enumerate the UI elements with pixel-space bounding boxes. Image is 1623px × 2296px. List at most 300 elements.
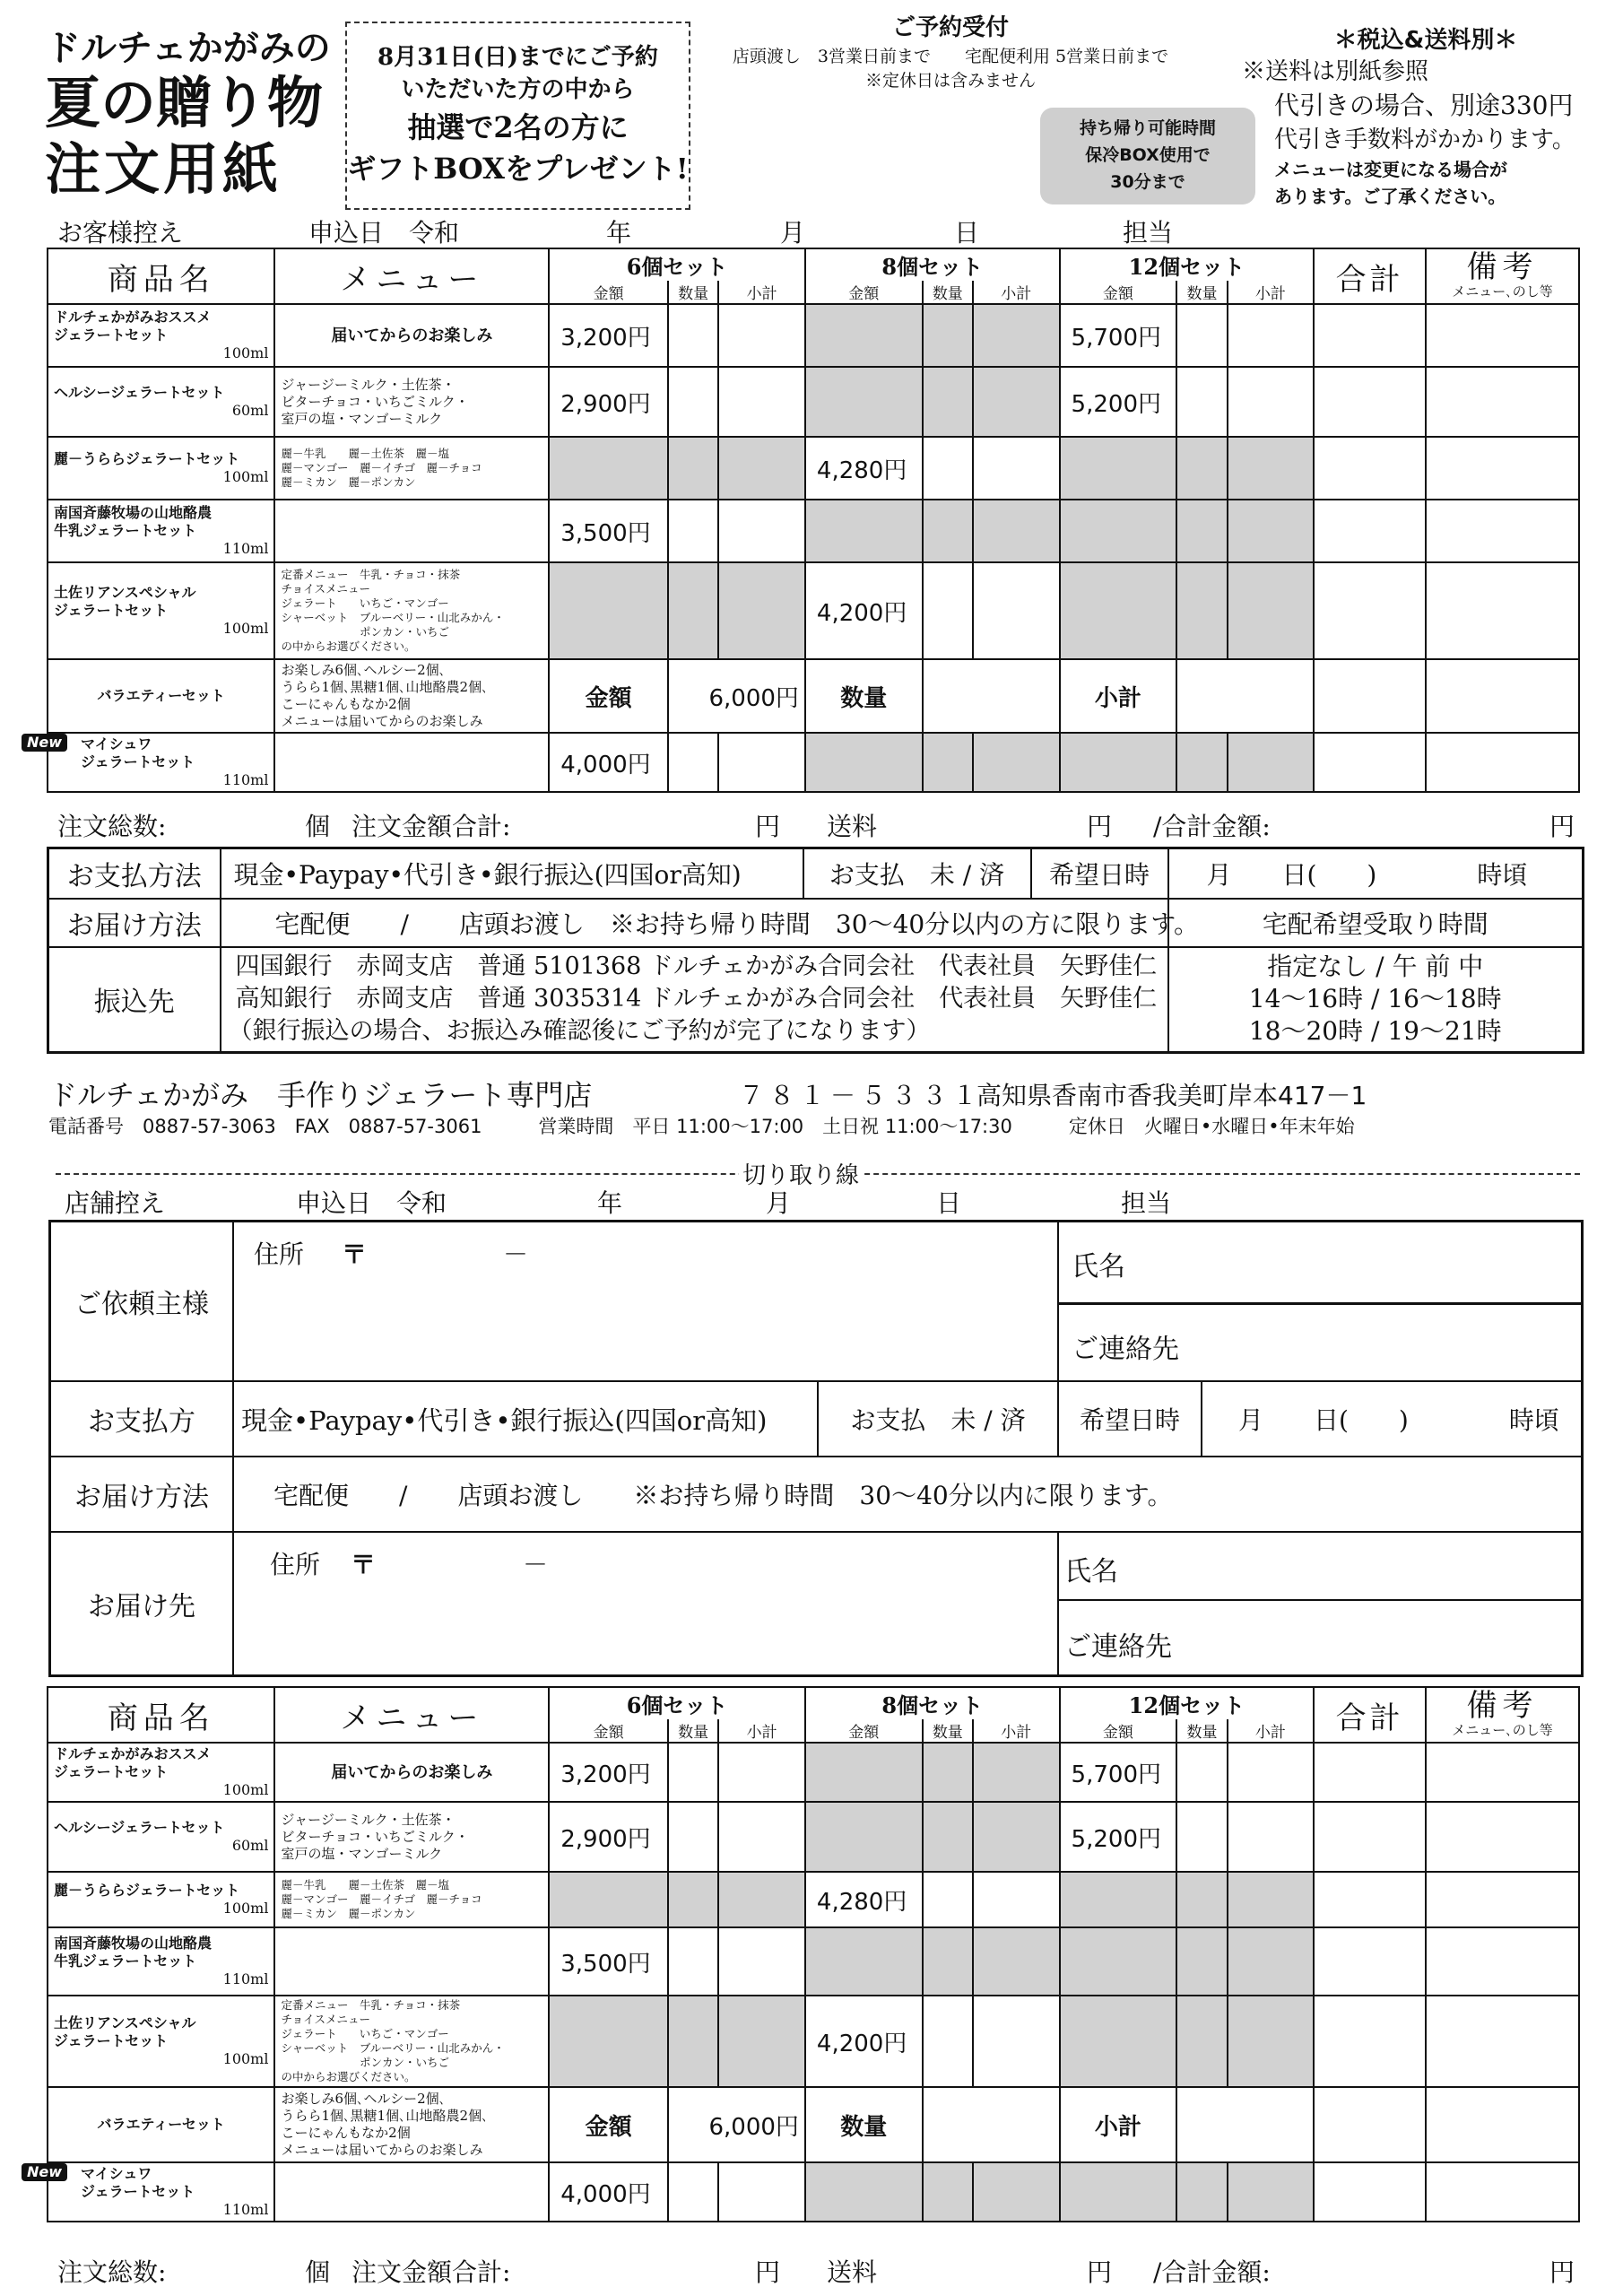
set-price: 5,700円 <box>1060 1743 1177 1802</box>
set-price <box>805 500 923 562</box>
product-table-container-2 <box>27 1686 1580 2222</box>
set-subtotal-field[interactable] <box>718 1927 805 1996</box>
transfer-note: （銀行振込の場合、お振込み確認後にご予約が完了になります） <box>228 1017 931 1046</box>
header-qty: 数量 <box>923 281 973 304</box>
set-qty-field <box>1176 733 1227 792</box>
variety-qty-field[interactable] <box>923 2087 1060 2162</box>
row-remarks-field[interactable] <box>1426 500 1579 562</box>
variety-amount: 6,000円 <box>668 2087 805 2162</box>
date-label[interactable]: 申込日 令和 <box>308 218 460 248</box>
set-price: 3,500円 <box>549 500 668 562</box>
product-name: 土佐リアンスペシャル ジェラートセット <box>54 2014 196 2049</box>
row-total-field[interactable] <box>1314 367 1426 437</box>
order-table <box>27 248 1580 793</box>
set-price <box>805 2162 923 2222</box>
delivery-time-label: 宅配希望受取り時間 <box>1168 899 1584 947</box>
delivery-methods-2[interactable]: 宅配便 / 店頭お渡し ※お持ち帰り時間 30～40分以内に限ります。 <box>234 1457 1581 1533</box>
set-subtotal-field <box>718 1872 805 1927</box>
address-label: 住所 <box>254 1239 305 1269</box>
set-price: 3,200円 <box>549 1743 668 1802</box>
set-subtotal-field <box>973 1802 1060 1872</box>
recipient-address[interactable] <box>234 1533 1059 1674</box>
product-row <box>48 1743 1579 1802</box>
year-label: 年 <box>606 218 632 248</box>
header-subtotal: 小計 <box>1228 281 1315 304</box>
row-remarks-field[interactable] <box>1426 1927 1579 1996</box>
set-subtotal-field <box>1228 437 1315 500</box>
product-name-cell <box>27 2162 274 2222</box>
product-size: 110ml <box>222 771 269 788</box>
date-label[interactable]: 申込日 令和 <box>296 1188 447 1218</box>
product-name: マイシュワ ジェラートセット <box>81 2165 195 2200</box>
row-remarks-field[interactable] <box>1426 304 1579 367</box>
remarks-label: 備考 <box>1466 248 1539 285</box>
set-price: 3,200円 <box>549 304 668 367</box>
set-qty-field[interactable] <box>923 437 973 500</box>
reserve-note: ※定休日は含みません <box>864 71 1036 91</box>
product-name: 南国斉藤牧場の山地酪農 牛乳ジェラートセット <box>54 1935 213 1970</box>
row-total-field[interactable] <box>1314 1802 1426 1872</box>
summary-unit: 個 <box>305 812 331 841</box>
product-menu: 麗－牛乳 麗－土佐茶 麗－塩 麗－マンゴー 麗－イチゴ 麗－チョコ 麗－ミカン 麗－ポンカン <box>274 437 549 500</box>
store-date-line <box>65 1184 1266 1220</box>
product-name-cell <box>48 2087 274 2162</box>
copy-label: 店舗控え <box>65 1188 166 1218</box>
set-qty-field <box>1176 437 1227 500</box>
product-name-cell <box>48 1802 274 1872</box>
cut-line-label: 切り取り線 <box>739 1157 863 1190</box>
transfer-label: 振込先 <box>48 947 221 1053</box>
row-total-field[interactable] <box>1314 659 1426 733</box>
payment-table <box>47 847 1584 1054</box>
product-menu: お楽しみ6個､ヘルシー2個､ うらら1個､黒糖1個､山地酪農2個､ こーにゃんもなか2個 メニューは届いてからのお楽しみ <box>274 659 549 733</box>
payment-block <box>47 847 1582 1054</box>
title-block <box>45 27 350 203</box>
product-size: 100ml <box>222 620 269 637</box>
row-remarks-field[interactable] <box>1426 437 1579 500</box>
product-size: 110ml <box>222 540 269 557</box>
product-name-cell <box>48 367 274 437</box>
set-subtotal-field[interactable] <box>718 367 805 437</box>
set-subtotal-field <box>718 1996 805 2087</box>
row-total-field[interactable] <box>1314 1872 1426 1927</box>
order-summary-2 <box>57 2253 1582 2289</box>
product-menu <box>274 733 549 792</box>
summary-grand-label: /合計金額: <box>1153 2257 1271 2287</box>
name-label: 氏名 <box>1072 1251 1125 1283</box>
set-subtotal-field[interactable] <box>718 304 805 367</box>
product-name-cell <box>48 437 274 500</box>
set-subtotal-field <box>973 2162 1060 2222</box>
set-price <box>549 1996 668 2087</box>
requester-address[interactable] <box>234 1222 1059 1382</box>
product-size: 100ml <box>222 1900 269 1917</box>
set-price <box>549 1872 668 1927</box>
header-subtotal: 小計 <box>718 1719 805 1743</box>
product-size: 60ml <box>231 402 269 419</box>
wish-date-field-2[interactable]: 月 日( ) 時頃 <box>1202 1382 1581 1457</box>
set-qty-field <box>668 562 718 659</box>
campaign-box <box>345 22 690 210</box>
set-qty-field[interactable] <box>668 500 718 562</box>
product-row <box>48 659 1579 733</box>
header-price: 金額 <box>805 1719 923 1743</box>
product-size: 100ml <box>222 1781 269 1798</box>
variety-sub-field[interactable] <box>1176 2087 1314 2162</box>
page-subtitle: 注文用紙 <box>45 136 282 202</box>
header-remarks <box>1426 1687 1579 1743</box>
set-price: 2,900円 <box>549 1802 668 1872</box>
product-name-cell <box>48 1743 274 1802</box>
set-qty-field[interactable] <box>668 733 718 792</box>
payment-methods-2[interactable]: 現金•Paypay•代引き•銀行振込(四国or高知) <box>234 1382 819 1457</box>
set-price <box>1060 437 1177 500</box>
set-price: 4,280円 <box>805 1872 923 1927</box>
header-set8: 8個セット <box>805 248 1060 281</box>
row-total-field[interactable] <box>1314 304 1426 367</box>
row-total-field[interactable] <box>1314 1743 1426 1802</box>
product-size: 110ml <box>222 2201 269 2218</box>
set-subtotal-field <box>1228 1996 1315 2087</box>
product-table-container <box>27 248 1580 793</box>
set-qty-field <box>923 2162 973 2222</box>
campaign-line: ギフトBOXをプレゼント! <box>347 152 689 186</box>
product-menu: 届いてからのお楽しみ <box>274 304 549 367</box>
header-qty: 数量 <box>1176 1719 1227 1743</box>
set-price <box>1060 500 1177 562</box>
row-total-field[interactable] <box>1314 2162 1426 2222</box>
postal-mark: 〒 <box>342 1239 368 1269</box>
takeout-line: 30分まで <box>1110 172 1185 192</box>
set-qty-field[interactable] <box>668 367 718 437</box>
staff-label: 担当 <box>1121 1188 1172 1218</box>
set-subtotal-field <box>1228 2162 1315 2222</box>
order-summary <box>57 807 1582 843</box>
row-remarks-field[interactable] <box>1426 2087 1579 2162</box>
product-row <box>48 1996 1579 2087</box>
payment-methods[interactable]: 現金•Paypay•代引き•銀行振込(四国or高知) <box>221 848 803 899</box>
shop-address: 高知県香南市香我美町岸本417－1 <box>976 1081 1367 1110</box>
row-remarks-field[interactable] <box>1426 562 1579 659</box>
customer-date-line <box>57 213 1259 249</box>
set-subtotal-field[interactable] <box>1228 1743 1315 1802</box>
set-qty-field <box>668 437 718 500</box>
set-qty-field[interactable] <box>1176 304 1227 367</box>
postal-dash: － <box>523 1550 549 1579</box>
product-name-cell <box>48 1872 274 1927</box>
set-price <box>805 733 923 792</box>
tax-title: ＊税込&送料別＊ <box>1333 27 1518 54</box>
set-price: 5,200円 <box>1060 1802 1177 1872</box>
row-total-field[interactable] <box>1314 562 1426 659</box>
bank-line: 四国銀行 赤岡支店 普通 5101368 ドルチェかがみ合同会社 代表社員 矢野佳仁 <box>235 952 1158 981</box>
note-line: ※送料は別紙参照 <box>1242 58 1429 85</box>
tax-notes <box>1242 25 1610 210</box>
address-label: 住所 <box>270 1550 321 1579</box>
set-subtotal-field[interactable] <box>973 1996 1060 2087</box>
product-row <box>48 500 1579 562</box>
header-set12: 12個セット <box>1060 1687 1315 1719</box>
set-qty-field[interactable] <box>1176 367 1227 437</box>
summary-count-label: 注文総数: <box>57 2257 167 2287</box>
set-price: 3,500円 <box>549 1927 668 1996</box>
set-subtotal-field[interactable] <box>973 562 1060 659</box>
wish-date-label: 希望日時 <box>1031 848 1168 899</box>
summary-yen: 円 <box>1549 812 1575 841</box>
product-name: 南国斉藤牧場の山地酪農 牛乳ジェラートセット <box>54 504 213 539</box>
year-label: 年 <box>597 1188 623 1218</box>
header-product: 商品名 <box>48 248 274 304</box>
row-total-field[interactable] <box>1314 1996 1426 2087</box>
set-qty-field <box>1176 1996 1227 2087</box>
wish-date-field[interactable]: 月 日( ) 時頃 <box>1168 848 1584 899</box>
set-price <box>805 367 923 437</box>
row-remarks-field[interactable] <box>1426 1743 1579 1802</box>
shop-name: ドルチェかがみ 手作りジェラート専門店 <box>48 1078 593 1112</box>
product-name: バラエティーセット <box>97 687 225 704</box>
row-remarks-field[interactable] <box>1426 367 1579 437</box>
summary-yen: 円 <box>1087 812 1113 841</box>
set-subtotal-field[interactable] <box>718 733 805 792</box>
product-name: マイシュワ ジェラートセット <box>81 735 195 770</box>
header-price: 金額 <box>549 1719 668 1743</box>
set-subtotal-field[interactable] <box>718 1802 805 1872</box>
variety-sub-label: 小計 <box>1060 2087 1177 2162</box>
product-menu <box>274 500 549 562</box>
set-price: 5,200円 <box>1060 367 1177 437</box>
staff-label: 担当 <box>1123 218 1174 248</box>
postal-dash: － <box>503 1239 529 1269</box>
payment-status[interactable]: お支払 未 / 済 <box>803 848 1031 899</box>
product-menu: 届いてからのお楽しみ <box>274 1743 549 1802</box>
product-name-cell <box>48 304 274 367</box>
product-name-cell <box>48 1996 274 2087</box>
set-qty-field <box>923 1743 973 1802</box>
variety-amount-label: 金額 <box>549 2087 668 2162</box>
summary-count-label: 注文総数: <box>57 812 167 841</box>
requester-contact-field[interactable] <box>1059 1305 1581 1382</box>
set-subtotal-field[interactable] <box>973 1872 1060 1927</box>
payment-label: お支払方法 <box>48 848 221 899</box>
requester-name-field[interactable] <box>1059 1222 1581 1305</box>
set-price: 4,200円 <box>805 562 923 659</box>
copy-label: お客様控え <box>57 218 184 248</box>
set-qty-field <box>1176 1872 1227 1927</box>
reserve-line: 店頭渡し 3営業日前まで 宅配便利用 5営業日前まで <box>732 47 1169 66</box>
bank-line: 高知銀行 赤岡支店 普通 3035314 ドルチェかがみ合同会社 代表社員 矢野佳仁 <box>235 985 1158 1013</box>
payment-status-2[interactable]: お支払 未 / 済 <box>819 1382 1059 1457</box>
takeout-line: 持ち帰り可能時間 <box>1079 118 1216 138</box>
set-qty-field[interactable] <box>923 1996 973 2087</box>
summary-grand-label: /合計金額: <box>1153 812 1271 841</box>
month-label: 月 <box>766 1188 792 1218</box>
product-name-cell <box>48 659 274 733</box>
note-line: あります。ご了承ください。 <box>1274 186 1506 207</box>
header-price: 金額 <box>1060 281 1177 304</box>
set-price: 2,900円 <box>549 367 668 437</box>
product-name: ドルチェかがみおススメ ジェラートセット <box>54 1745 212 1780</box>
set-subtotal-field[interactable] <box>718 500 805 562</box>
summary-yen: 円 <box>755 812 781 841</box>
product-size: 100ml <box>222 468 269 485</box>
variety-sub-field[interactable] <box>1176 659 1314 733</box>
set-qty-field <box>1176 2162 1227 2222</box>
store-form <box>48 1220 1584 1677</box>
header-qty: 数量 <box>1176 281 1227 304</box>
set-qty-field <box>923 304 973 367</box>
shop-zip: ７８１－５３３１ <box>739 1081 984 1110</box>
header-subtotal: 小計 <box>973 281 1060 304</box>
product-size: 110ml <box>222 1970 269 1987</box>
new-badge: New <box>22 2163 67 2181</box>
delivery-time-options[interactable] <box>1168 947 1584 1053</box>
note-line: メニューは変更になる場合が <box>1274 159 1507 180</box>
set-qty-field[interactable] <box>1176 1802 1227 1872</box>
variety-qty-label: 数量 <box>805 659 923 733</box>
recipient-label: お届け先 <box>51 1533 234 1674</box>
set-qty-field <box>1176 562 1227 659</box>
day-label: 日 <box>954 218 980 248</box>
set-qty-field[interactable] <box>668 1927 718 1996</box>
product-row <box>48 733 1579 792</box>
header-set6: 6個セット <box>549 248 805 281</box>
set-subtotal-field <box>973 500 1060 562</box>
set-price <box>805 1743 923 1802</box>
row-total-field[interactable] <box>1314 2087 1426 2162</box>
postal-mark: 〒 <box>351 1550 377 1579</box>
set-price <box>1060 562 1177 659</box>
reservation-info <box>699 13 1202 91</box>
row-total-field[interactable] <box>1314 1927 1426 1996</box>
product-name: 土佐リアンスペシャル ジェラートセット <box>54 584 196 619</box>
row-total-field[interactable] <box>1314 437 1426 500</box>
header-price: 金額 <box>805 281 923 304</box>
set-qty-field <box>923 733 973 792</box>
set-subtotal-field <box>1228 1872 1315 1927</box>
product-name: 麗－うららジェラートセット <box>54 450 240 467</box>
summary-amount-label: 注文金額合計: <box>352 812 511 841</box>
product-name-cell <box>48 500 274 562</box>
set-subtotal-field <box>973 733 1060 792</box>
set-qty-field[interactable] <box>668 1802 718 1872</box>
header-product: 商品名 <box>48 1687 274 1743</box>
set-subtotal-field[interactable] <box>718 2162 805 2222</box>
set-qty-field <box>923 1927 973 1996</box>
product-menu: 定番メニュー 牛乳・チョコ・抹茶 チョイスメニュー ジェラート いちご・マンゴー シャーベット ブルーベリー・山北みかん・ ポンカン・いちご の中からお選びください。 <box>274 1996 549 2087</box>
campaign-line: いただいた方の中から <box>401 76 635 103</box>
product-menu: ジャージーミルク・土佐茶・ ビターチョコ・いちごミルク・ 室戸の塩・マンゴーミルク <box>274 367 549 437</box>
set-qty-field[interactable] <box>923 1872 973 1927</box>
product-name-cell <box>48 1927 274 1996</box>
recipient-contact-field[interactable] <box>1059 1601 1581 1674</box>
time-option[interactable]: 18～20時 / 19～21時 <box>1248 1016 1502 1047</box>
set-price <box>805 304 923 367</box>
row-remarks-field[interactable] <box>1426 733 1579 792</box>
product-name: バラエティーセット <box>97 2116 225 2133</box>
summary-yen: 円 <box>755 2257 781 2287</box>
product-name: 麗－うららジェラートセット <box>54 1882 240 1899</box>
row-remarks-field[interactable] <box>1426 659 1579 733</box>
product-row <box>48 562 1579 659</box>
order-table-2 <box>27 1686 1580 2222</box>
header-total: 合計 <box>1314 1687 1426 1743</box>
set-qty-field <box>1176 1927 1227 1996</box>
header-subtotal: 小計 <box>973 1719 1060 1743</box>
page-title: 夏の贈り物 <box>45 70 324 135</box>
set-price <box>1060 1872 1177 1927</box>
set-subtotal-field[interactable] <box>1228 304 1315 367</box>
set-qty-field <box>668 1996 718 2087</box>
set-qty-field[interactable] <box>668 304 718 367</box>
time-option[interactable]: 14～16時 / 16～18時 <box>1248 984 1502 1014</box>
time-option[interactable]: 指定なし / 午 前 中 <box>1267 952 1484 982</box>
set-qty-field[interactable] <box>668 1743 718 1802</box>
summary-shipping-label: 送料 <box>827 812 878 841</box>
header-price: 金額 <box>549 281 668 304</box>
set-price <box>549 562 668 659</box>
product-name-cell <box>27 733 274 792</box>
header-set8: 8個セット <box>805 1687 1060 1719</box>
set-qty-field <box>923 367 973 437</box>
product-name: ヘルシージェラートセット <box>54 384 225 401</box>
set-qty-field[interactable] <box>668 2162 718 2222</box>
remarks-sub: メニュー､のし等 <box>1452 1721 1553 1738</box>
set-subtotal-field[interactable] <box>973 437 1060 500</box>
campaign-line: 8月31日(日)までにご予約 <box>378 44 658 71</box>
set-subtotal-field[interactable] <box>1228 1802 1315 1872</box>
product-menu <box>274 2162 549 2222</box>
set-subtotal-field <box>1228 562 1315 659</box>
summary-yen: 円 <box>1087 2257 1113 2287</box>
row-remarks-field[interactable] <box>1426 2162 1579 2222</box>
shop-contact: 電話番号 0887-57-3063 FAX 0887-57-3061 営業時間 平日 11:00～17:00 土日祝 11:00～17:30 定休日 火曜日•水曜日•年末年始 <box>48 1116 1355 1137</box>
header-total: 合計 <box>1314 248 1426 304</box>
row-remarks-field[interactable] <box>1426 1802 1579 1872</box>
summary-yen: 円 <box>1549 2257 1575 2287</box>
row-remarks-field[interactable] <box>1426 1872 1579 1927</box>
variety-amount-label: 金額 <box>549 659 668 733</box>
set-price: 4,000円 <box>549 2162 668 2222</box>
day-label: 日 <box>936 1188 962 1218</box>
set-subtotal-field[interactable] <box>718 1743 805 1802</box>
set-subtotal-field <box>973 1927 1060 1996</box>
variety-amount: 6,000円 <box>668 659 805 733</box>
set-qty-field[interactable] <box>923 562 973 659</box>
header-menu: メニュー <box>274 248 549 304</box>
variety-qty-label: 数量 <box>805 2087 923 2162</box>
delivery-methods[interactable]: 宅配便 / 店頭お渡し ※お持ち帰り時間 30～40分以内の方に限ります。 <box>221 899 1168 947</box>
row-total-field[interactable] <box>1314 500 1426 562</box>
delivery-label-2: お届け方法 <box>51 1457 234 1533</box>
delivery-label: お届け方法 <box>48 899 221 947</box>
set-subtotal-field <box>1228 500 1315 562</box>
recipient-name-field[interactable] <box>1059 1533 1581 1601</box>
takeout-time-box <box>1040 108 1255 204</box>
product-size: 60ml <box>231 1837 269 1854</box>
set-subtotal-field <box>1228 733 1315 792</box>
set-price <box>1060 1996 1177 2087</box>
set-qty-field[interactable] <box>1176 1743 1227 1802</box>
product-name-cell <box>48 562 274 659</box>
contact-label: ご連絡先 <box>1064 1631 1172 1663</box>
header-qty: 数量 <box>668 281 718 304</box>
variety-sub-label: 小計 <box>1060 659 1177 733</box>
row-remarks-field[interactable] <box>1426 1996 1579 2087</box>
product-size: 100ml <box>222 2050 269 2067</box>
row-total-field[interactable] <box>1314 733 1426 792</box>
variety-qty-field[interactable] <box>923 659 1060 733</box>
set-subtotal-field[interactable] <box>1228 367 1315 437</box>
